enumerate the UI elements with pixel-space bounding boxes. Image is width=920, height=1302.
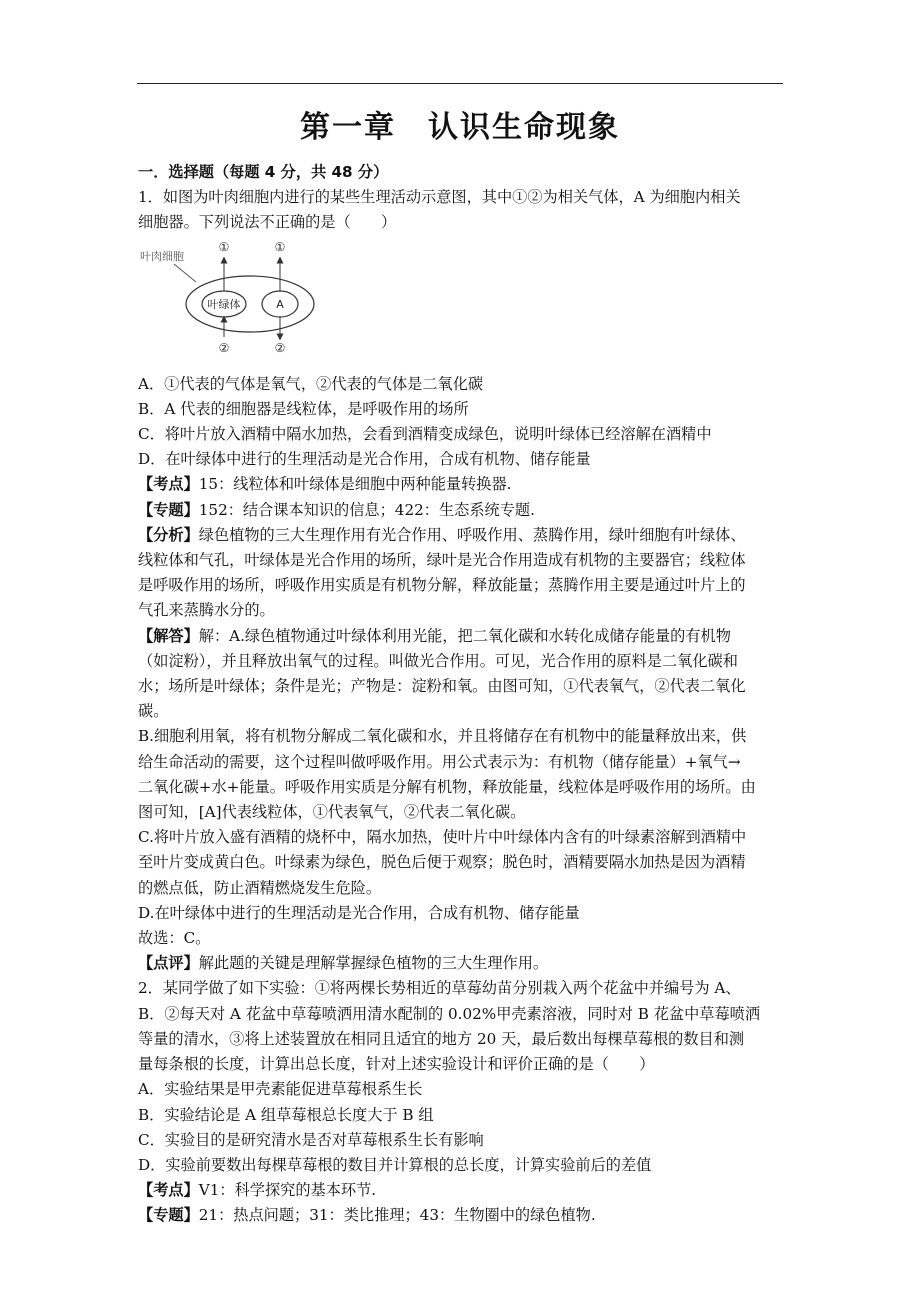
q2-option-d: D．实验前要数出每棵草莓根的数目并计算根的总长度，计算实验前后的差值 <box>138 1155 652 1174</box>
q1-dianping <box>138 951 788 976</box>
cell-outline <box>186 276 314 332</box>
jieda-text: 解：A.绿色植物通过叶绿体利用光能，把二氧化碳和水转化成储存能量的有机物 <box>198 626 731 645</box>
q2-option-b: B．实验结论是 A 组草莓根总长度大于 B 组 <box>138 1105 434 1124</box>
q2-stem-line: 等量的清水，③将上述装置放在相同且适宜的地方 20 天，最后数出每棵草莓根的数目和测 <box>138 1029 745 1048</box>
q1-option-a: A．①代表的气体是氧气，②代表的气体是二氧化碳 <box>138 374 484 393</box>
q1-b-line: B.细胞利用氧，将有机物分解成二氧化碳和水，并且将储存在有机物中的能量释放出来，供 <box>138 727 747 746</box>
q1-b-line: 二氧化碳+水+能量。呼吸作用实质是分解有机物，释放能量，线粒体是呼吸作用的场所。由 <box>138 777 756 796</box>
q1-option-d: D．在叶绿体中进行的生理活动是光合作用，合成有机物、储存能量 <box>138 450 591 469</box>
kaodian-text: 15：线粒体和叶绿体是细胞中两种能量转换器. <box>198 475 512 494</box>
zhuanti-text: 152：结合课本知识的信息；422：生态系统专题. <box>198 500 535 519</box>
gas-label-top-left: ① <box>218 239 230 254</box>
page-title: 第一章 认识生命现象 <box>300 110 620 145</box>
q2-stem-line: 2．某同学做了如下实验：①将两棵长势相近的草莓幼苗分别栽入两个花盆中并编号为 A、 <box>138 979 741 998</box>
header-rule <box>137 83 783 84</box>
q1-figure <box>138 238 788 366</box>
q1-b-line: 给生命活动的需要，这个过程叫做呼吸作用。用公式表示为：有机物（储存能量）+氧气→ <box>138 752 741 771</box>
gas-label-bottom-left: ② <box>218 340 230 355</box>
gas-label-top-right: ① <box>274 239 286 254</box>
fenxi-tag: 【分析】 <box>138 525 199 544</box>
jieda-tag: 【解答】 <box>138 626 199 645</box>
kaodian-tag: 【考点】 <box>138 475 199 494</box>
zhuanti-tag: 【专题】 <box>138 1206 199 1225</box>
q1-jieda <box>138 624 788 649</box>
q1-zhuanti <box>138 498 788 523</box>
kaodian-tag: 【考点】 <box>138 1181 199 1200</box>
dianping-tag: 【点评】 <box>138 954 199 973</box>
q2-stem-line: B．②每天对 A 花盆中草莓喷洒用清水配制的 0.02%甲壳素溶液，同时对 B 花盆中草莓喷洒 <box>138 1004 761 1023</box>
q1-c-line: 的燃点低，防止酒精燃烧发生危险。 <box>138 878 381 897</box>
section-heading: 一．选择题（每题 4 分，共 48 分） <box>138 163 389 181</box>
q1-option-b: B．A 代表的细胞器是线粒体，是呼吸作用的场所 <box>138 399 469 418</box>
gas-label-bottom-right: ② <box>274 340 286 355</box>
q1-option-c: C．将叶片放入酒精中隔水加热，会看到酒精变成绿色，说明叶绿体已经溶解在酒精中 <box>138 425 712 444</box>
q2-option-a: A．实验结果是甲壳素能促进草莓根系生长 <box>138 1080 423 1099</box>
q1-answer: 故选：C。 <box>138 929 211 948</box>
fenxi-text: 绿色植物的三大生理作用有光合作用、呼吸作用、蒸腾作用，绿叶细胞有叶绿体、 <box>198 525 746 544</box>
kaodian-text: V1：科学探究的基本环节. <box>198 1181 377 1200</box>
q1-fenxi-line: 气孔来蒸腾水分的。 <box>138 601 275 620</box>
chloroplast-label: 叶绿体 <box>207 297 241 311</box>
q1-fenxi-line: 线粒体和气孔，叶绿体是光合作用的场所，绿叶是光合作用造成有机物的主要器官；线粒体 <box>138 551 746 570</box>
q2-option-c: C．实验目的是研究清水是否对草莓根系生长有影响 <box>138 1130 484 1149</box>
cell-label: 叶肉细胞 <box>140 249 184 263</box>
q1-d-line: D.在叶绿体中进行的生理活动是光合作用，合成有机物、储存能量 <box>138 903 580 922</box>
q1-stem-line: 1．如图为叶肉细胞内进行的某些生理活动示意图，其中①②为相关气体，A 为细胞内相关 <box>138 188 741 207</box>
cell-label-leader <box>174 264 196 282</box>
q1-stem-line: 细胞器。下列说法不正确的是（ ） <box>138 213 397 232</box>
zhuanti-tag: 【专题】 <box>138 500 199 519</box>
organelle-a-label: A <box>276 297 284 311</box>
q1-c-line: C.将叶片放入盛有酒精的烧杯中，隔水加热，使叶片中叶绿体内含有的叶绿素溶解到酒精中 <box>138 828 747 847</box>
q1-kaodian <box>138 472 788 497</box>
q1-c-line: 至叶片变成黄白色。叶绿素为绿色，脱色后便于观察；脱色时，酒精要隔水加热是因为酒精 <box>138 853 746 872</box>
q2-stem-line: 量每条根的长度，计算出总长度，针对上述实验设计和评价正确的是（ ） <box>138 1055 655 1074</box>
zhuanti-text: 21：热点问题；31：类比推理；43：生物圈中的绿色植物. <box>198 1206 596 1225</box>
q2-kaodian <box>138 1178 788 1203</box>
dianping-text: 解此题的关键是理解掌握绿色植物的三大生理作用。 <box>198 954 549 973</box>
q1-b-line: 图可知，[A]代表线粒体，①代表氧气，②代表二氧化碳。 <box>138 803 526 822</box>
q1-jieda-line: （如淀粉），并且释放出氧气的过程。叫做光合作用。可见，光合作用的原料是二氧化碳和 <box>138 651 738 670</box>
q2-zhuanti <box>138 1203 788 1228</box>
leaf-cell-diagram <box>138 238 338 366</box>
q1-jieda-line: 碳。 <box>138 702 169 721</box>
q1-fenxi-line: 是呼吸作用的场所，呼吸作用实质是有机物分解，释放能量；蒸腾作用主要是通过叶片上的 <box>138 576 746 595</box>
q1-jieda-line: 水；场所是叶绿体；条件是光；产物是：淀粉和氧。由图可知，①代表氧气，②代表二氧化 <box>138 677 746 696</box>
document-body <box>138 160 788 1229</box>
q1-fenxi <box>138 523 788 548</box>
